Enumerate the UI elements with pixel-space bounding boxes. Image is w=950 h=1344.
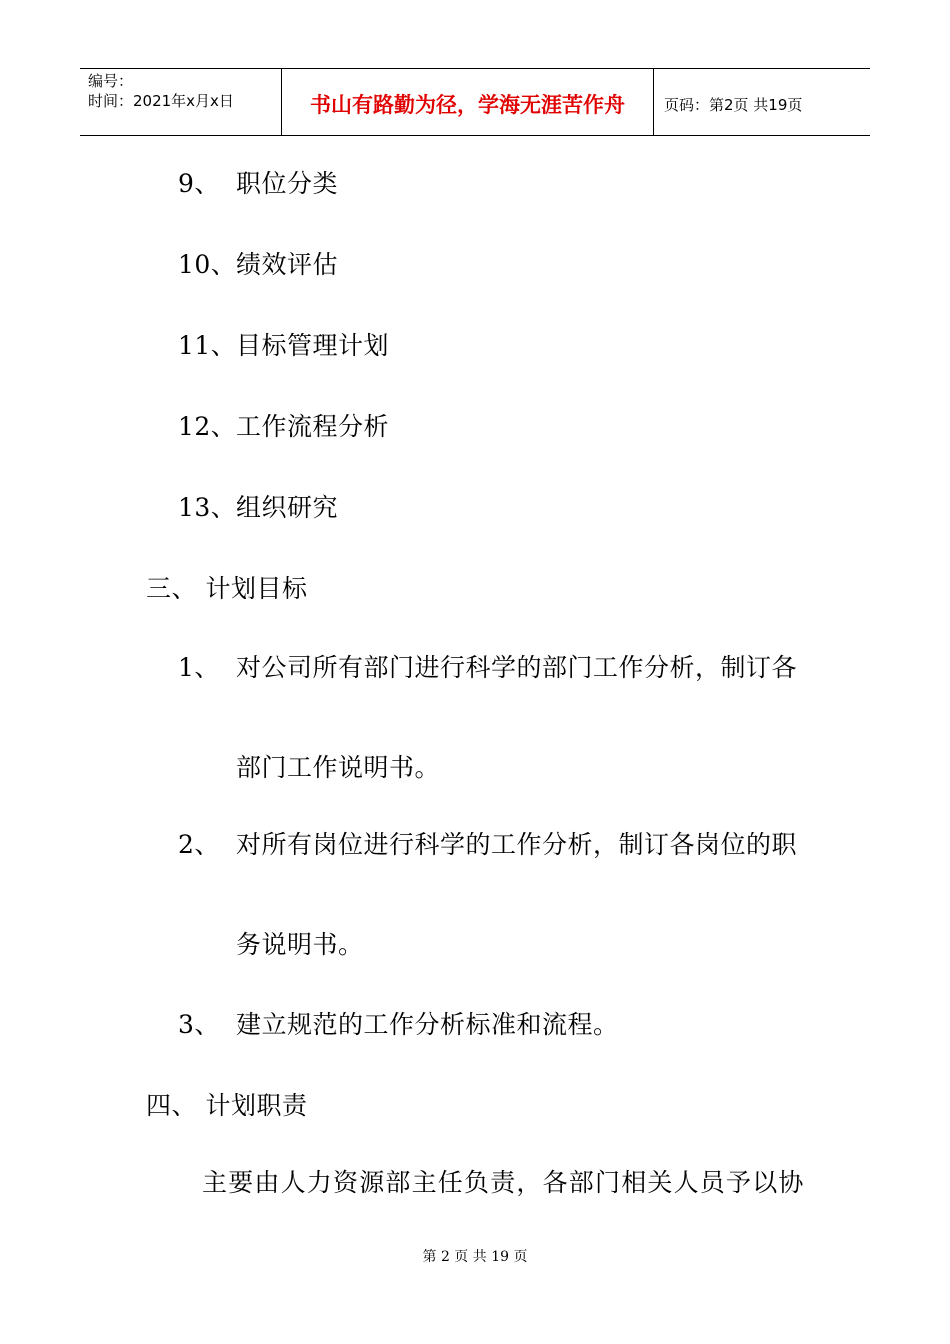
item-number: 9、 bbox=[178, 169, 220, 198]
section-heading: 四、 计划职责 bbox=[146, 1091, 308, 1120]
section-heading: 三、 计划目标 bbox=[146, 574, 308, 603]
document-time: 时间：2021年x月x日 bbox=[88, 92, 234, 110]
document-number-label: 编号： bbox=[88, 72, 134, 90]
item-text: 职位分类 bbox=[236, 169, 339, 198]
goal-number: 1、 bbox=[178, 653, 220, 682]
page-footer: 第 2 页 共 19 页 bbox=[422, 1249, 528, 1265]
item-number: 12、 bbox=[178, 412, 237, 441]
goal-number: 3、 bbox=[178, 1010, 220, 1039]
goal-number: 2、 bbox=[178, 830, 220, 859]
goal-text-line1: 对所有岗位进行科学的工作分析，制订各岗位的职 bbox=[236, 830, 798, 859]
section-paragraph: 主要由人力资源部主任负责，各部门相关人员予以协 bbox=[202, 1168, 805, 1197]
goal-text-line1: 对公司所有部门进行科学的部门工作分析，制订各 bbox=[236, 653, 798, 682]
item-number: 13、 bbox=[178, 493, 237, 522]
goal-text-line1: 建立规范的工作分析标准和流程。 bbox=[236, 1010, 619, 1039]
header-motto bbox=[281, 69, 654, 135]
item-number: 10、 bbox=[178, 250, 237, 279]
goal-text-line2: 部门工作说明书。 bbox=[236, 753, 441, 782]
header-meta bbox=[80, 69, 281, 135]
item-text: 绩效评估 bbox=[236, 250, 339, 279]
header-page-info bbox=[654, 69, 870, 135]
goal-text-line2: 务说明书。 bbox=[236, 930, 364, 959]
item-number: 11、 bbox=[178, 331, 237, 360]
motto-text: 书山有路勤为径，学海无涯苦作舟 bbox=[310, 93, 625, 117]
page-header bbox=[80, 68, 870, 136]
item-text: 目标管理计划 bbox=[236, 331, 390, 360]
item-text: 工作流程分析 bbox=[236, 412, 390, 441]
page-info-text: 页码：第2页 共19页 bbox=[664, 95, 803, 114]
item-text: 组织研究 bbox=[236, 493, 339, 522]
